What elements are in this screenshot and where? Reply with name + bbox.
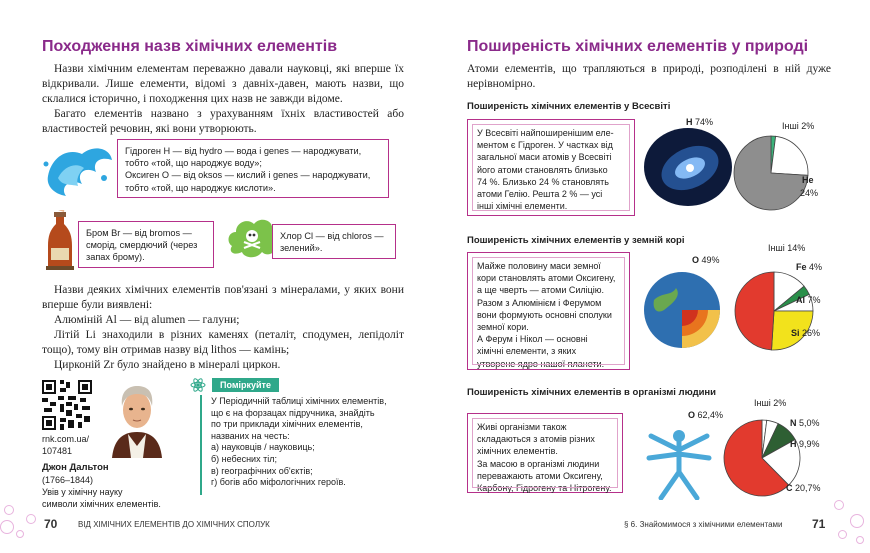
right-footer: § 6. Знайомимося з хімічними елементами xyxy=(624,520,783,529)
think-line-5: а) науковців / науковиць; xyxy=(211,442,315,453)
decor-dot xyxy=(16,530,24,538)
left-intro-p2: Багато елементів названо з урахуванням їхніх властивостей або властивостей речовин, які вони утворюють. xyxy=(42,108,404,135)
decor-dot xyxy=(834,500,844,510)
body-label-c-value: 20,7% xyxy=(795,483,821,493)
think-line-2: що є на форзацах підручника, знайдіть xyxy=(211,407,375,418)
section-crust-heading: Поширеність хімічних елементів у земній корі xyxy=(467,235,685,246)
body-line: За масою в організмі людини xyxy=(477,458,600,469)
bromine-flask-image xyxy=(42,210,78,272)
person-years: (1766–1844) xyxy=(42,475,94,485)
decor-dot xyxy=(838,530,847,539)
crust-label-si xyxy=(791,328,820,338)
box-br-line-2: сморід, смердючий (через xyxy=(86,240,198,251)
universe-label-h-name: H xyxy=(686,117,693,127)
universe-label-other xyxy=(782,121,814,131)
body-line: хімічних елементів. xyxy=(477,446,558,457)
universe-line: загальної маси атомів у Всесвіті xyxy=(477,152,612,163)
crust-label-o-value: 49% xyxy=(701,255,720,265)
body-label-n xyxy=(790,418,820,428)
body-label-n-value: 5,0% xyxy=(799,418,820,428)
right-intro: Атоми елементів, що трапляються в природі, розподілені в ній дуже нерівномірно. xyxy=(467,63,831,90)
person-note-line-1: Увів у хімічну науку xyxy=(42,487,123,497)
universe-line: його атоми становлять близько xyxy=(477,164,608,175)
crust-line: а ще чверть — атоми Силіцію. xyxy=(477,285,605,296)
universe-line: атоми Гелію. Решта 2 % — усі xyxy=(477,189,603,200)
universe-label-he xyxy=(802,175,814,185)
galaxy-image xyxy=(642,126,734,208)
left-intro-p1: Назви хімічним елементам переважно давали науковці, які вперше їх відкривали. Лише елементи, відомі з давніх-давен, мають назви, що склалися історично, і походження цих назв не завжди відоме. xyxy=(42,63,404,105)
crust-label-al xyxy=(796,295,821,305)
crust-label-fe xyxy=(796,262,822,272)
think-line-8: г) богів або міфологічних героїв. xyxy=(211,477,346,488)
chlorine-box xyxy=(272,224,396,259)
section-universe-heading: Поширеність хімічних елементів у Всесвіті xyxy=(467,101,671,112)
body-label-other xyxy=(754,398,786,408)
crust-line: утворене ядро нашої планети. xyxy=(477,358,605,369)
crust-label-other-name: Інші xyxy=(768,243,785,253)
universe-line: ментом є Гідроген. У частках від xyxy=(477,140,613,151)
crust-label-other xyxy=(768,243,805,253)
body-label-o xyxy=(688,410,723,420)
section-body-heading: Поширеність хімічних елементів в організмі людини xyxy=(467,387,717,398)
decor-dot xyxy=(0,520,14,534)
box-ho-line-4: тобто «той, що народжує кислоти». xyxy=(125,182,276,193)
think-line-1: У Періодичній таблиці хімічних елементів, xyxy=(211,396,387,406)
crust-line: Разом з Алюмінієм і Ферумом xyxy=(477,297,602,308)
think-line-7: в) географічних об'єктів; xyxy=(211,465,313,476)
universe-box xyxy=(467,119,635,216)
crust-line: земної кори. xyxy=(477,322,529,333)
decor-dot xyxy=(4,505,14,515)
box-cl-line-2: зелений». xyxy=(280,243,323,254)
bromine-box xyxy=(78,221,214,268)
person-name: Джон Дальтон xyxy=(42,462,109,473)
universe-label-other-name: Інші xyxy=(782,121,799,131)
pie-universe xyxy=(732,134,810,212)
universe-line: У Всесвіті найпоширенішим еле- xyxy=(477,128,614,138)
think-divider xyxy=(200,395,202,495)
crust-label-o-name: O xyxy=(692,255,700,265)
pie-slice-o xyxy=(735,272,774,350)
think-line-4: названих на честь: xyxy=(211,430,290,441)
crust-line: А Ферум і Нікол — основні xyxy=(477,334,588,345)
mineral-lithium: Літій Li знаходили в різних каменях (петаліт, сподумен, лепідоліт тощо), тому він отримав назву від lithos — камінь; xyxy=(42,329,404,356)
box-br-line-1: Бром Br — від bromos — xyxy=(86,228,192,238)
dalton-portrait-image xyxy=(106,378,168,458)
universe-label-h xyxy=(686,117,713,127)
body-label-n-name: N xyxy=(790,418,797,428)
crust-label-fe-value: 4% xyxy=(809,262,823,272)
qr-caption-line-1: rnk.com.ua/ xyxy=(42,434,90,444)
body-label-h-name: H xyxy=(790,439,797,449)
decor-dot xyxy=(26,514,36,524)
think-label: Поміркуйте xyxy=(212,378,279,392)
box-ho-line-1: Гідроген H — від hydro — вода і genes — народжувати, xyxy=(125,146,362,156)
universe-label-he-value: 24% xyxy=(800,188,819,198)
crust-line: хімічні елементи, з яких xyxy=(477,346,577,357)
think-line-6: б) небесних тіл; xyxy=(211,453,277,464)
decor-dot xyxy=(856,536,864,544)
crust-label-other-value: 14% xyxy=(787,243,806,253)
human-figure-image xyxy=(645,428,713,500)
body-line: Живі організми також xyxy=(477,422,567,432)
right-page-number: 71 xyxy=(812,517,826,531)
crust-box xyxy=(467,252,630,370)
decor-dot xyxy=(850,514,864,528)
pie-crust xyxy=(733,270,815,352)
minerals-intro: Назви деяких хімічних елементів пов'язані з мінералами, у яких вони вперше були виявлені: xyxy=(42,284,404,311)
body-line: складаються з атомів різних xyxy=(477,434,595,445)
body-label-o-name: O xyxy=(688,410,696,420)
body-box xyxy=(467,413,623,493)
body-label-other-value: 2% xyxy=(773,398,787,408)
pie-slice-he xyxy=(771,136,808,175)
crust-label-o xyxy=(692,255,720,265)
universe-label-h-value: 74% xyxy=(695,117,714,127)
body-line: переважають атоми Оксигену, xyxy=(477,470,603,481)
body-label-c-name: C xyxy=(786,483,793,493)
universe-label-other-value: 2% xyxy=(801,121,815,131)
think-line-3: по три приклади хімічних елементів, xyxy=(211,419,363,430)
body-label-other-name: Інші xyxy=(754,398,771,408)
box-br-line-3: запах брому). xyxy=(86,252,145,263)
earth-layers-image xyxy=(642,270,722,350)
person-note-line-2: символи хімічних елементів. xyxy=(42,499,161,509)
crust-label-si-name: Si xyxy=(791,328,800,338)
mineral-zirconium: Цирконій Zr було знайдено в мінералі циркон. xyxy=(54,359,281,371)
crust-line: Майже половину маси земної xyxy=(477,261,601,271)
crust-line: вони формують основні сполуки xyxy=(477,309,612,320)
body-label-o-value: 62,4% xyxy=(697,410,724,420)
qr-caption-line-2: 107481 xyxy=(42,446,73,456)
water-splash-image xyxy=(38,138,116,200)
body-line: Карбону, Гідрогену та Нітрогену. xyxy=(477,483,612,494)
universe-label-he-name: He xyxy=(802,175,814,185)
crust-label-si-value: 26% xyxy=(802,328,821,338)
crust-label-fe-name: Fe xyxy=(796,262,807,272)
mineral-aluminium: Алюміній Al — від alumen — галуни; xyxy=(54,314,240,326)
universe-line: інші хімічні елементи. xyxy=(477,201,568,212)
qr-code-icon[interactable] xyxy=(42,380,92,430)
think-text xyxy=(211,396,411,489)
left-footer: ВІД ХІМІЧНИХ ЕЛЕМЕНТІВ ДО ХІМІЧНИХ СПОЛУК xyxy=(78,520,270,529)
box-cl-line-1: Хлор Cl — від chloros — xyxy=(280,231,384,241)
universe-line: 74 %. Близько 24 % становлять xyxy=(477,176,609,187)
body-label-h-value: 9,9% xyxy=(799,439,820,449)
right-page-title: Поширеність хімічних елементів у природі xyxy=(467,38,809,55)
box-ho-line-3: Оксиген O — від oksos — кислий і genes — народжувати, xyxy=(125,170,371,181)
body-label-c xyxy=(786,483,821,493)
crust-label-al-name: Al xyxy=(796,295,805,305)
left-page-number: 70 xyxy=(44,517,58,531)
hydrogen-oxygen-box xyxy=(117,139,389,198)
body-label-h xyxy=(790,439,820,449)
crust-line: кори становлять атоми Оксигену, xyxy=(477,273,616,284)
atom-icon xyxy=(190,377,206,393)
crust-label-al-value: 7% xyxy=(807,295,821,305)
box-ho-line-2: тобто «той, що народжує воду»; xyxy=(125,158,262,169)
left-page-title: Походження назв хімічних елементів xyxy=(42,38,338,55)
